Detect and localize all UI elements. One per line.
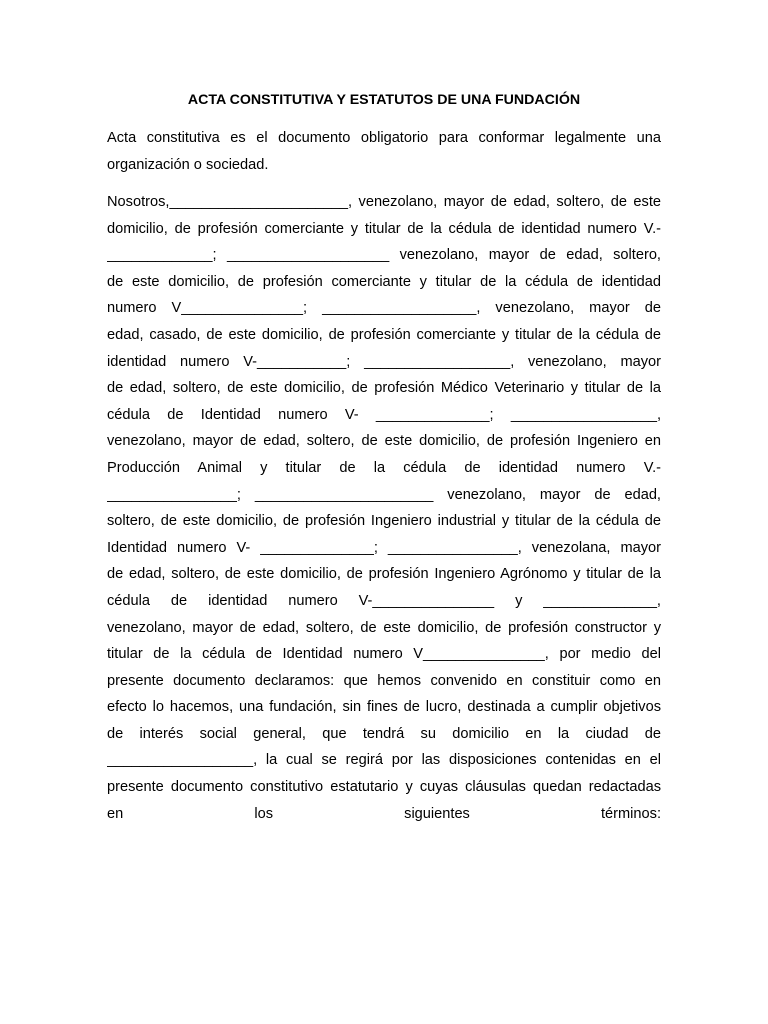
text-line: domicilio, de profesión comerciante y titular de la cédula de identidad numero V.- [107, 220, 661, 237]
text-line: __________________, la cual se regirá por las disposiciones contenidas en el [107, 752, 661, 769]
text-line: venezolano, mayor de edad, soltero, de este domicilio, de profesión constructor y [107, 619, 661, 636]
document-title: ACTA CONSTITUTIVA Y ESTATUTOS DE UNA FUNDACIÓN [187, 92, 581, 108]
text-line: organización o sociedad. [107, 156, 269, 173]
text-line: de edad, soltero, de este domicilio, de profesión Médico Veterinario y titular de la [107, 380, 661, 397]
text-line: Identidad numero V- ______________; ________________, venezolana, mayor [107, 539, 661, 556]
text-line: Acta constitutiva es el documento obligatorio para conformar legalmente una [107, 130, 661, 146]
text-line: ________________; ______________________ venezolano, mayor de edad, [107, 486, 661, 503]
text-line: titular de la cédula de Identidad numero V_______________, por medio del [107, 646, 661, 663]
text-line: numero V_______________; ___________________, venezolano, mayor de [107, 300, 661, 317]
text-line: soltero, de este domicilio, de profesión Ingeniero industrial y titular de la cédula de [107, 513, 661, 530]
text-line: Nosotros,______________________, venezolano, mayor de edad, soltero, de este [107, 194, 661, 210]
text-line: identidad numero V-___________; __________________, venezolano, mayor [107, 353, 661, 370]
text-line: presente documento constitutivo estatutario y cuyas cláusulas quedan redactadas [107, 779, 661, 796]
text-line: presente documento declaramos: que hemos convenido en constituir como en [107, 672, 661, 689]
text-line: de este domicilio, de profesión comerciante y titular de la cédula de identidad [107, 273, 661, 290]
text-line: efecto lo hacemos, una fundación, sin fines de lucro, destinada a cumplir objetivos [107, 699, 661, 716]
intro-paragraph [107, 125, 661, 178]
text-line: de edad, soltero, de este domicilio, de profesión Ingeniero Agrónomo y titular de la [107, 566, 661, 583]
text-line: cédula de Identidad numero V- ______________; __________________, [107, 406, 661, 423]
text-line: cédula de identidad numero V-_______________ y ______________, [107, 592, 661, 609]
text-line: en los siguientes términos: [107, 805, 661, 822]
text-line: edad, casado, de este domicilio, de profesión comerciante y titular de la cédula de [107, 326, 661, 343]
text-line: venezolano, mayor de edad, soltero, de este domicilio, de profesión Ingeniero en [107, 433, 661, 450]
text-line: de interés social general, que tendrá su domicilio en la ciudad de [107, 725, 661, 742]
text-line: Producción Animal y titular de la cédula de identidad numero V.- [107, 459, 661, 476]
body-paragraph [107, 189, 661, 827]
text-line: _____________; ____________________ venezolano, mayor de edad, soltero, [107, 247, 661, 264]
